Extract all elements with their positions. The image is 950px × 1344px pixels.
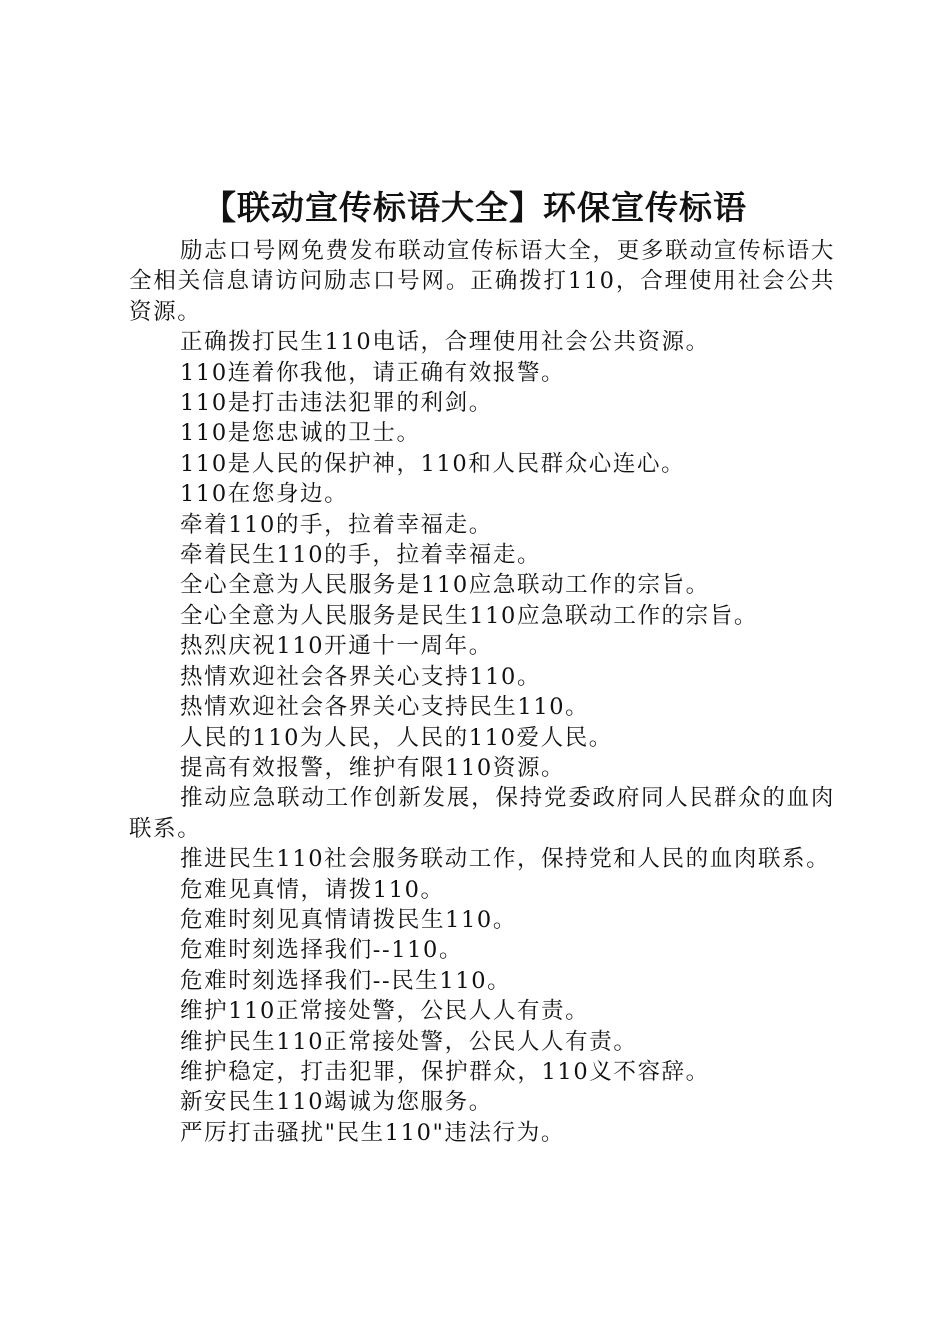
paragraph: 严厉打击骚扰"民生110"违法行为。 xyxy=(180,1119,565,1146)
paragraph: 110是您忠诚的卫士。 xyxy=(180,420,421,447)
paragraph: 110连着你我他，请正确有效报警。 xyxy=(180,359,566,386)
paragraph: 推进民生110社会服务联动工作，保持党和人民的血肉联系。 xyxy=(180,846,831,873)
document-body xyxy=(129,236,835,1148)
paragraph: 人民的110为人民，人民的110爱人民。 xyxy=(180,724,613,751)
paragraph: 全心全意为人民服务是110应急联动工作的宗旨。 xyxy=(180,572,710,599)
document-title: 【联动宣传标语大全】环保宣传标语 xyxy=(203,188,747,227)
paragraph: 维护稳定，打击犯罪，保护群众，110义不容辞。 xyxy=(180,1058,710,1085)
paragraph: 新安民生110竭诚为您服务。 xyxy=(180,1089,493,1116)
paragraph: 牵着110的手，拉着幸福走。 xyxy=(180,511,493,538)
paragraph: 110在您身边。 xyxy=(180,481,349,508)
paragraph: 提高有效报警，维护有限110资源。 xyxy=(180,754,566,781)
paragraph: 110是人民的保护神，110和人民群众心连心。 xyxy=(180,450,686,477)
paragraph: 危难时刻选择我们--110。 xyxy=(180,937,464,964)
paragraph: 110是打击违法犯罪的利剑。 xyxy=(180,390,493,417)
paragraph: 牵着民生110的手，拉着幸福走。 xyxy=(180,542,542,569)
paragraph: 危难时刻选择我们--民生110。 xyxy=(180,967,512,994)
paragraph: 危难时刻见真情请拨民生110。 xyxy=(180,906,517,933)
paragraph: 推动应急联动工作创新发展，保持党委政府同人民群众的血肉联系。 xyxy=(129,785,835,842)
paragraph: 励志口号网免费发布联动宣传标语大全，更多联动宣传标语大全相关信息请访问励志口号网。正确拨打110，合理使用社会公共资源。 xyxy=(129,238,835,325)
paragraph: 正确拨打民生110电话，合理使用社会公共资源。 xyxy=(180,329,710,356)
paragraph: 热情欢迎社会各界关心支持民生110。 xyxy=(180,694,590,721)
paragraph: 维护110正常接处警，公民人人有责。 xyxy=(180,998,590,1025)
paragraph: 热烈庆祝110开通十一周年。 xyxy=(180,633,493,660)
paragraph: 危难见真情，请拨110。 xyxy=(180,876,445,903)
paragraph: 维护民生110正常接处警，公民人人有责。 xyxy=(180,1028,638,1055)
paragraph: 热情欢迎社会各界关心支持110。 xyxy=(180,663,542,690)
paragraph: 全心全意为人民服务是民生110应急联动工作的宗旨。 xyxy=(180,602,758,629)
